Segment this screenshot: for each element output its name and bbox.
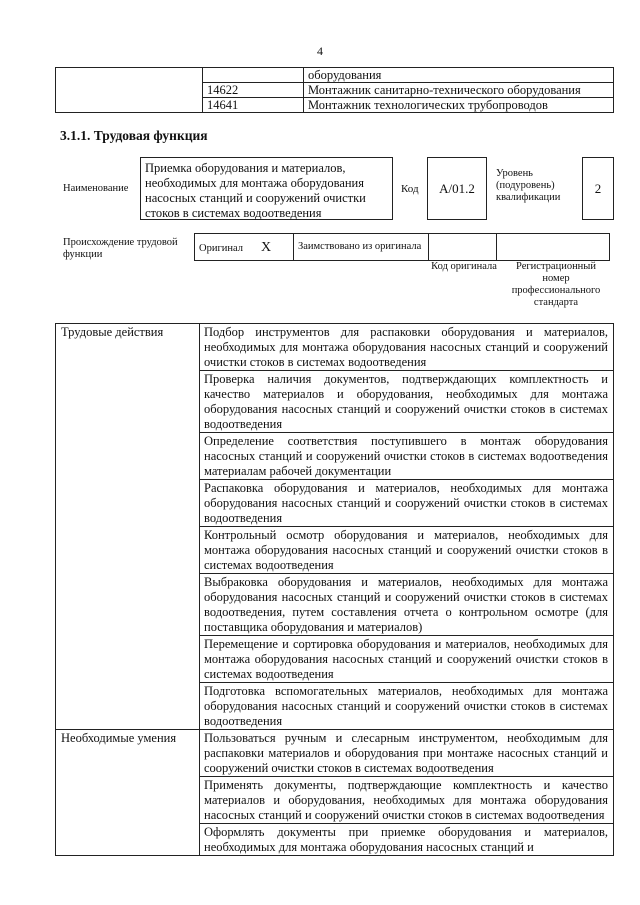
labor-action-item: Контрольный осмотр оборудования и материалов, необходимых для монтажа оборудования насосных станций и сооружений очистки стоков в системах водоотведения [200,527,614,574]
required-skill-category-label: Необходимые умения [56,730,200,856]
labor-action-category-label: Трудовые действия [56,324,200,730]
registration-number-cell [497,234,610,261]
original-cell [195,234,294,261]
occupation-code: 14622 [203,83,304,98]
occupation-name: оборудования [304,68,614,83]
occupation-code [203,68,304,83]
original-mark: X [261,240,272,255]
page-number: 4 [317,44,323,58]
occupation-name: Монтажник технологических трубопроводов [304,98,614,113]
labor-action-item: Подбор инструментов для распаковки оборудования и материалов, необходимых для монтажа оборудования насосных станций и сооружений очистки стоков в системах водоотведения [200,324,614,371]
section-title: 3.1.1. Трудовая функция [60,128,208,143]
origin-label: Происхождение трудовой функции [63,237,178,260]
name-label: Наименование [63,183,129,194]
required-skill-item: Пользоваться ручным и слесарным инструментом, необходимым для распаковки материалов и оборудования при монтаже насосных станций и сооружений очистки стоков в системах водоотведения [200,730,614,777]
occupation-name: Монтажник санитарно-технического оборудования [304,83,614,98]
occupation-code: 14641 [203,98,304,113]
function-code: A/01.2 [427,157,487,220]
blank-cell [56,68,203,113]
labor-action-item: Подготовка вспомогательных материалов, необходимых для монтажа оборудования насосных станций и сооружений очистки стоков в системах водоотведения [200,683,614,730]
registration-number-caption: Регистрационный номер профессионального стандарта [511,261,601,308]
original-code-cell [429,234,497,261]
table-row [56,730,614,777]
labor-action-item: Проверка наличия документов, подтверждающих комплектность и качество материалов и оборудования, необходимых для монтажа оборудования насосных станций и сооружений очистки стоков в системах водоотведения [200,371,614,433]
required-skill-item: Применять документы, подтверждающие комплектность и качество материалов и оборудования, необходимых для монтажа оборудования насосных станций и сооружений очистки стоков в системах водоотведения [200,777,614,824]
original-code-caption: Код оригинала [431,261,497,272]
labor-action-item: Распаковка оборудования и материалов, необходимых для монтажа оборудования насосных станций и сооружений очистки стоков в системах водоотведения [200,480,614,527]
function-name: Приемка оборудования и материалов, необходимых для монтажа оборудования насосных станций и сооружений очистки стоков в системах водоотведения [140,157,393,220]
required-skill-item: Оформлять документы при приемке оборудования и материалов, необходимых для монтажа оборудования насосных станций и [200,824,614,856]
table-row [56,324,614,371]
table-row [56,68,614,83]
origin-table [194,233,610,261]
table-row [195,234,610,261]
code-label: Код [401,183,419,195]
original-label: Оригинал [199,243,243,254]
labor-action-item: Перемещение и сортировка оборудования и материалов, необходимых для монтажа оборудования насосных станций и сооружений очистки стоков в системах водоотведения [200,636,614,683]
labor-action-item: Определение соответствия поступившего в монтаж оборудования насосных станций и сооружений очистки стоков в системах водоотведения материалам рабочей документации [200,433,614,480]
qualification-level-label: Уровень (подуровень) квалификации [496,168,561,203]
qualification-level: 2 [582,157,614,220]
function-table [55,323,614,856]
borrowed-label: Заимствовано из оригинала [294,234,429,261]
occupation-table [55,67,614,113]
labor-action-item: Выбраковка оборудования и материалов, необходимых для монтажа оборудования насосных станций и сооружений очистки стоков в системах водоотведения, путем составления отчета о контрольном осмотре (для поставщика оборудования и материалов) [200,574,614,636]
